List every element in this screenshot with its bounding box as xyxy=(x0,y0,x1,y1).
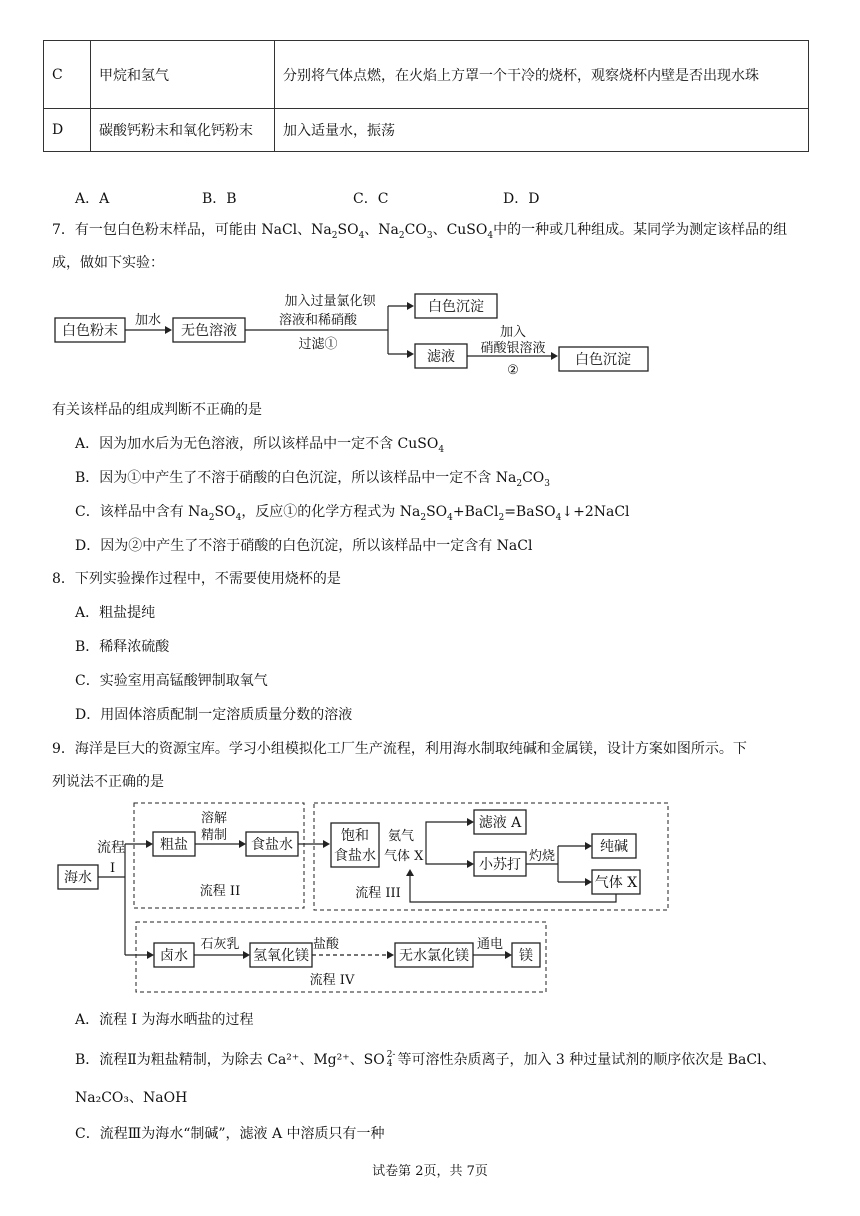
add-water-label: 加水 xyxy=(134,313,162,328)
reagent1-line2: 溶液和稀硝酸 xyxy=(278,313,358,328)
magnesium-label: 镁 xyxy=(519,948,533,964)
q7-option-a[interactable]: A．因为加水后为无色溶液，所以该样品中一定不含 CuSO$_4$ xyxy=(75,436,445,455)
process4-label: 流程 IV xyxy=(309,973,355,988)
q8-option-c[interactable]: C．实验室用高锰酸钾制取氧气 xyxy=(75,673,268,689)
refine-label: 精制 xyxy=(200,828,228,843)
gas-x-label: 气体 X xyxy=(384,849,424,864)
white-ppt2-label: 白色沉淀 xyxy=(575,352,631,368)
electrolysis-label: 通电 xyxy=(476,937,504,952)
gas-x2-label: 气体 X xyxy=(594,875,638,891)
q7-flow-diagram xyxy=(50,288,660,383)
hcl-label: 盐酸 xyxy=(312,937,340,952)
q9-option-b-line1[interactable]: B．流程Ⅱ为粗盐精制，为除去 Ca²⁺、Mg²⁺、SO 2- 4 等可溶性杂质离子，加入 3 种过量试剂的顺序依次是 BaCl、 xyxy=(75,1050,776,1069)
q9-stem-line2: 列说法不正确的是 xyxy=(52,774,164,790)
brine-label: 食盐水 xyxy=(251,837,293,853)
brine2-label: 食盐水 xyxy=(334,848,376,864)
q6-choice-b[interactable]: B．B xyxy=(202,191,237,207)
anhydrous-mgcl2-label: 无水氯化镁 xyxy=(399,948,469,964)
saturated-label: 饱和 xyxy=(341,828,369,844)
q9-flow-diagram xyxy=(50,798,670,998)
q7-option-b[interactable]: B．因为①中产生了不溶于硝酸的白色沉淀，所以该样品中一定不含 $Na_2CO_3$ xyxy=(75,470,551,489)
q8-option-b[interactable]: B．稀释浓硫酸 xyxy=(75,639,170,655)
reagent2-line2: 硝酸银溶液 xyxy=(480,341,546,356)
row-label: D xyxy=(44,109,91,152)
row-label: C xyxy=(44,41,91,109)
colorless-solution-label: 无色溶液 xyxy=(181,323,237,339)
row-method: 加入适量水，振荡 xyxy=(275,109,809,152)
reagent1-line1: 加入过量氯化钡 xyxy=(284,294,376,309)
q7-stem-line2: 成，做如下实验： xyxy=(52,255,164,271)
q7-stem-line1: 7．有一包白色粉末样品，可能由 NaCl、$Na_2SO_4$、$Na_2CO_3$、CuSO$_4$中的一种或几种组成。某同学为测定该样品的组 xyxy=(52,222,788,241)
crude-salt-label: 粗盐 xyxy=(160,837,188,853)
mg-hydroxide-label: 氢氧化镁 xyxy=(253,948,309,964)
row-substances: 碳酸钙粉末和氧化钙粉末 xyxy=(91,109,275,152)
filtrate-label: 滤液 xyxy=(427,349,455,365)
soda-ash-label: 纯碱 xyxy=(600,839,628,855)
q6-option-table xyxy=(43,40,809,152)
q6-choice-d[interactable]: D．D xyxy=(503,191,540,207)
dissolve-label: 溶解 xyxy=(200,811,228,826)
step2-label: ② xyxy=(507,363,519,378)
q6-choice-a[interactable]: A．A xyxy=(75,191,110,207)
lime-milk-label: 石灰乳 xyxy=(200,937,240,952)
row-substances: 甲烷和氢气 xyxy=(91,41,275,109)
process2-label: 流程 II xyxy=(199,884,241,899)
q6-choice-c[interactable]: C．C xyxy=(353,191,389,207)
q9-option-a[interactable]: A．流程 I 为海水晒盐的过程 xyxy=(75,1012,254,1028)
ammonia-label: 氨气 xyxy=(388,829,415,844)
table-row xyxy=(44,109,809,152)
process3-label: 流程 III xyxy=(355,886,401,901)
process1-label: 流程 xyxy=(97,840,125,856)
q9-option-c[interactable]: C．流程Ⅲ为海水“制碱”，滤液 A 中溶质只有一种 xyxy=(75,1126,385,1142)
page-footer: 试卷第 2页，共 7页 xyxy=(372,1164,488,1179)
q7-option-d[interactable]: D．因为②中产生了不溶于硝酸的白色沉淀，所以该样品中一定含有 NaCl xyxy=(75,538,533,554)
white-powder-label: 白色粉末 xyxy=(62,323,118,339)
row-method: 分别将气体点燃，在火焰上方罩一个干冷的烧杯，观察烧杯内壁是否出现水珠 xyxy=(275,41,809,109)
q8-option-d[interactable]: D．用固体溶质配制一定溶质质量分数的溶液 xyxy=(75,707,353,723)
table-row xyxy=(44,41,809,109)
q9-option-b-line2: Na₂CO₃、NaOH xyxy=(75,1090,188,1106)
calcine-label: 灼烧 xyxy=(528,849,556,864)
reagent2-line1: 加入 xyxy=(499,325,527,340)
q7-question: 有关该样品的组成判断不正确的是 xyxy=(52,402,262,418)
filter1-label: 过滤① xyxy=(298,337,338,352)
white-ppt1-label: 白色沉淀 xyxy=(428,299,484,315)
q7-option-c[interactable]: C．该样品中含有 $Na_2SO_4$，反应①的化学方程式为 $Na_2SO_4+BaCl_2=BaSO_4↓+2NaCl$ xyxy=(75,504,630,523)
bittern-label: 卤水 xyxy=(160,948,188,964)
process1-number: I xyxy=(110,861,116,876)
seawater-label: 海水 xyxy=(64,870,92,886)
q9-stem-line1: 9．海洋是巨大的资源宝库。学习小组模拟化工厂生产流程，利用海水制取纯碱和金属镁，设计方案如图所示。下 xyxy=(52,741,747,757)
baking-soda-label: 小苏打 xyxy=(479,857,521,873)
q8-stem: 8．下列实验操作过程中，不需要使用烧杯的是 xyxy=(52,571,341,587)
q8-option-a[interactable]: A．粗盐提纯 xyxy=(75,605,156,621)
filtrate-a-label: 滤液 A xyxy=(478,815,522,831)
